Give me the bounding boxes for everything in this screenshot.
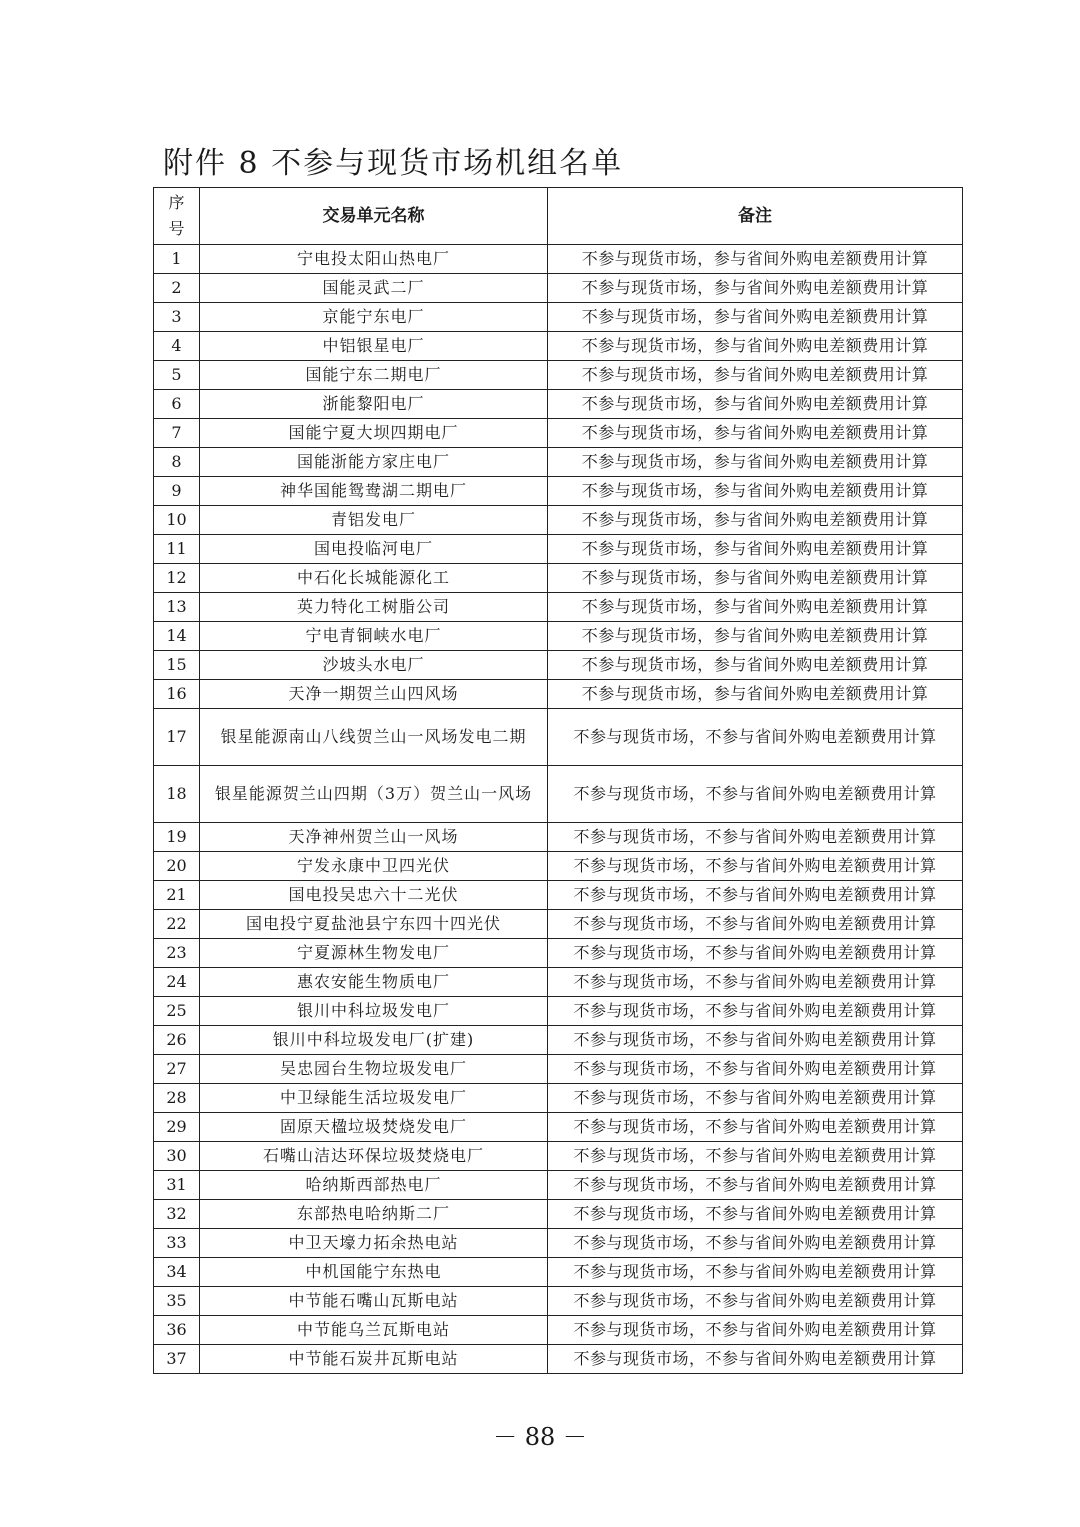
row-seq: 32 [154, 1200, 200, 1229]
row-unit-name: 中节能石嘴山瓦斯电站 [200, 1287, 548, 1316]
table-row [154, 651, 963, 680]
table-row [154, 1084, 963, 1113]
row-note: 不参与现货市场，不参与省间外购电差额费用计算 [548, 1229, 963, 1258]
row-seq: 35 [154, 1287, 200, 1316]
row-note: 不参与现货市场，参与省间外购电差额费用计算 [548, 448, 963, 477]
table-row [154, 823, 963, 852]
row-seq: 36 [154, 1316, 200, 1345]
row-unit-name: 国能灵武二厂 [200, 274, 548, 303]
row-note: 不参与现货市场，参与省间外购电差额费用计算 [548, 332, 963, 361]
row-note: 不参与现货市场，不参与省间外购电差额费用计算 [548, 1345, 963, 1374]
table-row [154, 361, 963, 390]
row-note: 不参与现货市场，不参与省间外购电差额费用计算 [548, 1142, 963, 1171]
row-seq: 11 [154, 535, 200, 564]
table-row [154, 852, 963, 881]
row-unit-name: 中机国能宁东热电 [200, 1258, 548, 1287]
row-seq: 16 [154, 680, 200, 709]
row-seq: 33 [154, 1229, 200, 1258]
row-seq: 29 [154, 1113, 200, 1142]
row-unit-name: 银星能源南山八线贺兰山一风场发电二期 [200, 709, 548, 766]
table-row [154, 506, 963, 535]
row-note: 不参与现货市场，不参与省间外购电差额费用计算 [548, 1200, 963, 1229]
table-row [154, 448, 963, 477]
row-note: 不参与现货市场，不参与省间外购电差额费用计算 [548, 1316, 963, 1345]
row-seq: 8 [154, 448, 200, 477]
row-unit-name: 中卫绿能生活垃圾发电厂 [200, 1084, 548, 1113]
table-row [154, 766, 963, 823]
table-body [154, 245, 963, 1374]
table-row [154, 709, 963, 766]
row-seq: 3 [154, 303, 200, 332]
row-seq: 27 [154, 1055, 200, 1084]
row-note: 不参与现货市场，参与省间外购电差额费用计算 [548, 274, 963, 303]
row-unit-name: 青铝发电厂 [200, 506, 548, 535]
row-note: 不参与现货市场，参与省间外购电差额费用计算 [548, 477, 963, 506]
row-seq: 4 [154, 332, 200, 361]
table-row [154, 910, 963, 939]
row-note: 不参与现货市场，参与省间外购电差额费用计算 [548, 564, 963, 593]
row-unit-name: 中节能乌兰瓦斯电站 [200, 1316, 548, 1345]
row-seq: 19 [154, 823, 200, 852]
page-number: － 88 － [493, 1423, 587, 1451]
table-row [154, 245, 963, 274]
row-seq: 9 [154, 477, 200, 506]
table-row [154, 593, 963, 622]
row-note: 不参与现货市场，参与省间外购电差额费用计算 [548, 593, 963, 622]
header-seq: 序号 [154, 188, 200, 245]
row-note: 不参与现货市场，参与省间外购电差额费用计算 [548, 361, 963, 390]
row-seq: 31 [154, 1171, 200, 1200]
row-unit-name: 浙能黎阳电厂 [200, 390, 548, 419]
row-unit-name: 惠农安能生物质电厂 [200, 968, 548, 997]
row-unit-name: 银星能源贺兰山四期（3万）贺兰山一风场 [200, 766, 548, 823]
table-row [154, 1345, 963, 1374]
row-seq: 17 [154, 709, 200, 766]
table-row [154, 968, 963, 997]
table-row [154, 622, 963, 651]
row-note: 不参与现货市场，不参与省间外购电差额费用计算 [548, 968, 963, 997]
row-seq: 10 [154, 506, 200, 535]
page-title: 附件 8 不参与现货市场机组名单 [163, 146, 624, 181]
row-unit-name: 天净一期贺兰山四风场 [200, 680, 548, 709]
row-note: 不参与现货市场，不参与省间外购电差额费用计算 [548, 1171, 963, 1200]
row-unit-name: 国能浙能方家庄电厂 [200, 448, 548, 477]
row-note: 不参与现货市场，不参与省间外购电差额费用计算 [548, 881, 963, 910]
table-row [154, 1142, 963, 1171]
row-note: 不参与现货市场，不参与省间外购电差额费用计算 [548, 823, 963, 852]
table-row [154, 303, 963, 332]
row-seq: 25 [154, 997, 200, 1026]
table-row [154, 564, 963, 593]
row-unit-name: 宁电投太阳山热电厂 [200, 245, 548, 274]
row-unit-name: 国电投吴忠六十二光伏 [200, 881, 548, 910]
row-seq: 24 [154, 968, 200, 997]
row-seq: 2 [154, 274, 200, 303]
table-row [154, 332, 963, 361]
row-unit-name: 国能宁夏大坝四期电厂 [200, 419, 548, 448]
row-unit-name: 中节能石炭井瓦斯电站 [200, 1345, 548, 1374]
table-row [154, 1055, 963, 1084]
row-seq: 37 [154, 1345, 200, 1374]
row-note: 不参与现货市场，不参与省间外购电差额费用计算 [548, 766, 963, 823]
unit-list-table [153, 187, 963, 1374]
table-row [154, 535, 963, 564]
row-seq: 23 [154, 939, 200, 968]
row-seq: 34 [154, 1258, 200, 1287]
row-unit-name: 宁电青铜峡水电厂 [200, 622, 548, 651]
row-unit-name: 吴忠园台生物垃圾发电厂 [200, 1055, 548, 1084]
row-note: 不参与现货市场，不参与省间外购电差额费用计算 [548, 997, 963, 1026]
table-row [154, 1229, 963, 1258]
row-unit-name: 东部热电哈纳斯二厂 [200, 1200, 548, 1229]
row-unit-name: 宁夏源林生物发电厂 [200, 939, 548, 968]
table-row [154, 1200, 963, 1229]
row-note: 不参与现货市场，不参与省间外购电差额费用计算 [548, 1287, 963, 1316]
row-note: 不参与现货市场，不参与省间外购电差额费用计算 [548, 910, 963, 939]
table-row [154, 1171, 963, 1200]
table-row [154, 1113, 963, 1142]
row-note: 不参与现货市场，不参与省间外购电差额费用计算 [548, 1258, 963, 1287]
row-note: 不参与现货市场，参与省间外购电差额费用计算 [548, 390, 963, 419]
row-seq: 21 [154, 881, 200, 910]
table-row [154, 1287, 963, 1316]
table-row [154, 1026, 963, 1055]
row-seq: 12 [154, 564, 200, 593]
row-seq: 20 [154, 852, 200, 881]
row-note: 不参与现货市场，参与省间外购电差额费用计算 [548, 245, 963, 274]
row-note: 不参与现货市场，不参与省间外购电差额费用计算 [548, 1084, 963, 1113]
table-row [154, 1316, 963, 1345]
row-unit-name: 银川中科垃圾发电厂 [200, 997, 548, 1026]
row-note: 不参与现货市场，参与省间外购电差额费用计算 [548, 506, 963, 535]
row-unit-name: 石嘴山洁达环保垃圾焚烧电厂 [200, 1142, 548, 1171]
header-note: 备注 [548, 188, 963, 245]
row-seq: 22 [154, 910, 200, 939]
table-row [154, 680, 963, 709]
row-note: 不参与现货市场，不参与省间外购电差额费用计算 [548, 1113, 963, 1142]
table-row [154, 274, 963, 303]
row-unit-name: 国电投临河电厂 [200, 535, 548, 564]
row-seq: 30 [154, 1142, 200, 1171]
row-unit-name: 中卫天壕力拓余热电站 [200, 1229, 548, 1258]
row-seq: 28 [154, 1084, 200, 1113]
row-unit-name: 中石化长城能源化工 [200, 564, 548, 593]
header-name: 交易单元名称 [200, 188, 548, 245]
row-note: 不参与现货市场，不参与省间外购电差额费用计算 [548, 709, 963, 766]
table-header-row [154, 188, 963, 245]
table-row [154, 997, 963, 1026]
row-seq: 15 [154, 651, 200, 680]
row-seq: 5 [154, 361, 200, 390]
row-unit-name: 沙坡头水电厂 [200, 651, 548, 680]
row-note: 不参与现货市场，不参与省间外购电差额费用计算 [548, 939, 963, 968]
row-note: 不参与现货市场，参与省间外购电差额费用计算 [548, 651, 963, 680]
row-note: 不参与现货市场，不参与省间外购电差额费用计算 [548, 1055, 963, 1084]
table-row [154, 477, 963, 506]
table-row [154, 419, 963, 448]
row-seq: 14 [154, 622, 200, 651]
row-unit-name: 英力特化工树脂公司 [200, 593, 548, 622]
row-unit-name: 国电投宁夏盐池县宁东四十四光伏 [200, 910, 548, 939]
row-note: 不参与现货市场，参与省间外购电差额费用计算 [548, 419, 963, 448]
row-seq: 1 [154, 245, 200, 274]
row-unit-name: 神华国能鸳鸯湖二期电厂 [200, 477, 548, 506]
row-seq: 6 [154, 390, 200, 419]
row-unit-name: 宁发永康中卫四光伏 [200, 852, 548, 881]
row-note: 不参与现货市场，参与省间外购电差额费用计算 [548, 303, 963, 332]
row-seq: 7 [154, 419, 200, 448]
row-unit-name: 国能宁东二期电厂 [200, 361, 548, 390]
row-unit-name: 天净神州贺兰山一风场 [200, 823, 548, 852]
row-unit-name: 银川中科垃圾发电厂(扩建) [200, 1026, 548, 1055]
row-unit-name: 中铝银星电厂 [200, 332, 548, 361]
row-unit-name: 京能宁东电厂 [200, 303, 548, 332]
row-unit-name: 固原天楹垃圾焚烧发电厂 [200, 1113, 548, 1142]
table-row [154, 1258, 963, 1287]
row-note: 不参与现货市场，参与省间外购电差额费用计算 [548, 622, 963, 651]
row-note: 不参与现货市场，参与省间外购电差额费用计算 [548, 535, 963, 564]
row-seq: 18 [154, 766, 200, 823]
row-seq: 26 [154, 1026, 200, 1055]
row-note: 不参与现货市场，不参与省间外购电差额费用计算 [548, 852, 963, 881]
row-unit-name: 哈纳斯西部热电厂 [200, 1171, 548, 1200]
table-row [154, 881, 963, 910]
row-seq: 13 [154, 593, 200, 622]
table-row [154, 390, 963, 419]
table-row [154, 939, 963, 968]
row-note: 不参与现货市场，不参与省间外购电差额费用计算 [548, 1026, 963, 1055]
row-note: 不参与现货市场，参与省间外购电差额费用计算 [548, 680, 963, 709]
